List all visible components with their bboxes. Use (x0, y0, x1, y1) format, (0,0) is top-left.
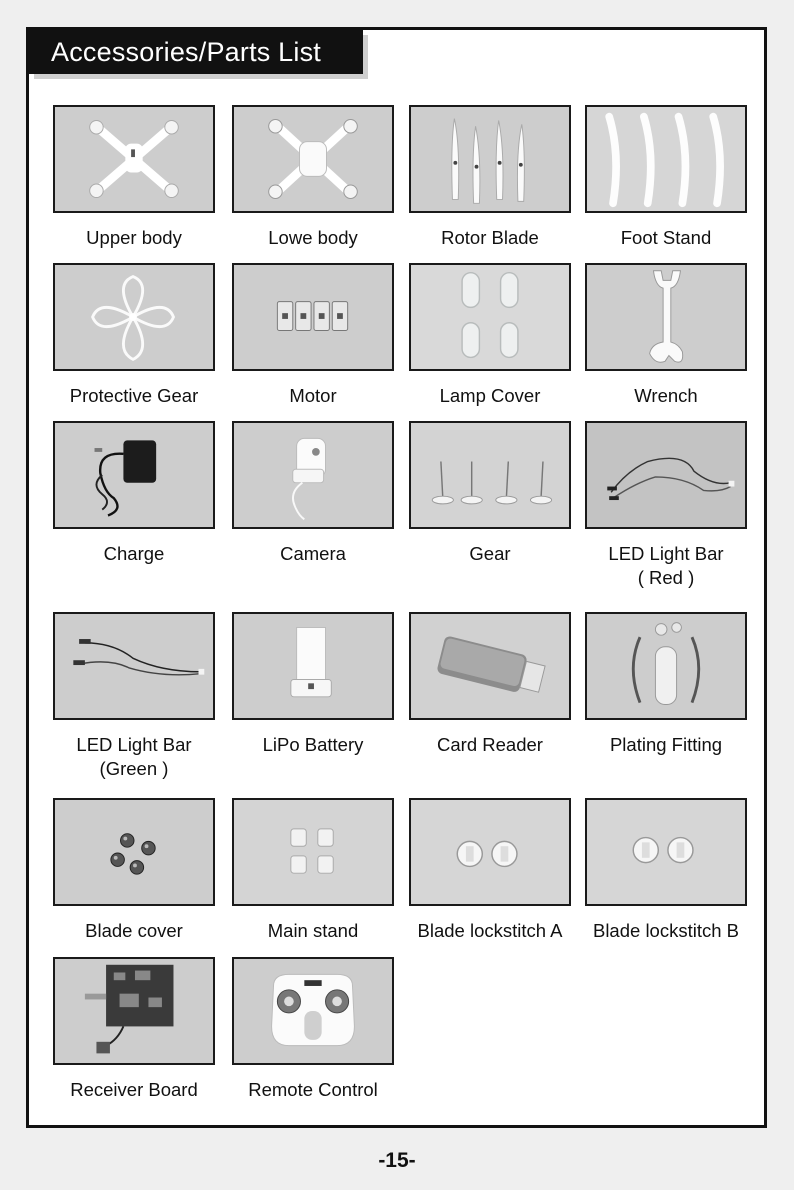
part-blade-lockstitch-a (409, 798, 571, 943)
part-protective-gear (53, 263, 215, 408)
wrench-photo (585, 263, 747, 371)
part-label: Motor (289, 385, 337, 406)
blade-cover-photo (53, 798, 215, 906)
page-title: Accessories/Parts List (29, 30, 363, 74)
part-label: LiPo Battery (262, 734, 364, 755)
part-card-reader (409, 612, 571, 757)
part-motor (232, 263, 394, 408)
part-label: Wrench (634, 385, 698, 406)
part-label-variant: (Green ) (99, 758, 169, 779)
card-reader-photo (409, 612, 571, 720)
lamp-cover-photo (409, 263, 571, 371)
part-label: Foot Stand (620, 227, 712, 248)
part-label: Lowe body (268, 227, 358, 248)
part-label: LED Light Bar (608, 543, 724, 564)
blade-lockstitch-b-photo (585, 798, 747, 906)
part-camera (232, 421, 394, 566)
part-label: Rotor Blade (441, 227, 539, 248)
part-label: Receiver Board (70, 1079, 198, 1100)
part-label: Card Reader (437, 734, 543, 755)
part-rotor-blade (409, 105, 571, 250)
remote-control-photo (232, 957, 394, 1065)
part-remote-control (232, 957, 394, 1102)
part-label: Plating Fitting (609, 734, 723, 755)
led-light-bar-red-photo (585, 421, 747, 529)
part-charge (53, 421, 215, 566)
part-label: Charge (103, 543, 165, 564)
part-label: Blade lockstitch A (417, 920, 563, 941)
part-label: Camera (280, 543, 346, 564)
part-blade-cover (53, 798, 215, 943)
part-label: Blade cover (85, 920, 183, 941)
main-stand-photo (232, 798, 394, 906)
foot-stand-photo (585, 105, 747, 213)
part-label: Main stand (267, 920, 359, 941)
part-lower-body (232, 105, 394, 250)
page-number: -15- (378, 1149, 416, 1172)
part-label: Gear (469, 543, 511, 564)
part-receiver-board (53, 957, 215, 1102)
part-label: LED Light Bar (76, 734, 192, 755)
motor-photo (232, 263, 394, 371)
part-led-light-bar-red (585, 421, 747, 590)
part-lamp-cover (409, 263, 571, 408)
part-main-stand (232, 798, 394, 943)
upper-body-photo (53, 105, 215, 213)
part-led-light-bar-green (53, 612, 215, 781)
lower-body-photo (232, 105, 394, 213)
part-upper-body (53, 105, 215, 250)
lipo-battery-photo (232, 612, 394, 720)
part-gear (409, 421, 571, 566)
part-plating-fitting (585, 612, 747, 757)
gear-photo (409, 421, 571, 529)
plating-fitting-photo (585, 612, 747, 720)
part-label: Lamp Cover (439, 385, 541, 406)
protective-gear-photo (53, 263, 215, 371)
part-label-variant: ( Red ) (637, 567, 695, 588)
charger-photo (53, 421, 215, 529)
camera-photo (232, 421, 394, 529)
part-wrench (585, 263, 747, 408)
parts-list-frame (26, 27, 767, 1128)
part-label: Protective Gear (69, 385, 199, 406)
rotor-blade-photo (409, 105, 571, 213)
part-label: Blade lockstitch B (592, 920, 739, 941)
part-lipo-battery (232, 612, 394, 757)
blade-lockstitch-a-photo (409, 798, 571, 906)
part-label: Remote Control (248, 1079, 378, 1100)
receiver-board-photo (53, 957, 215, 1065)
part-label: Upper body (86, 227, 182, 248)
part-blade-lockstitch-b (585, 798, 747, 943)
part-foot-stand (585, 105, 747, 250)
led-light-bar-green-photo (53, 612, 215, 720)
